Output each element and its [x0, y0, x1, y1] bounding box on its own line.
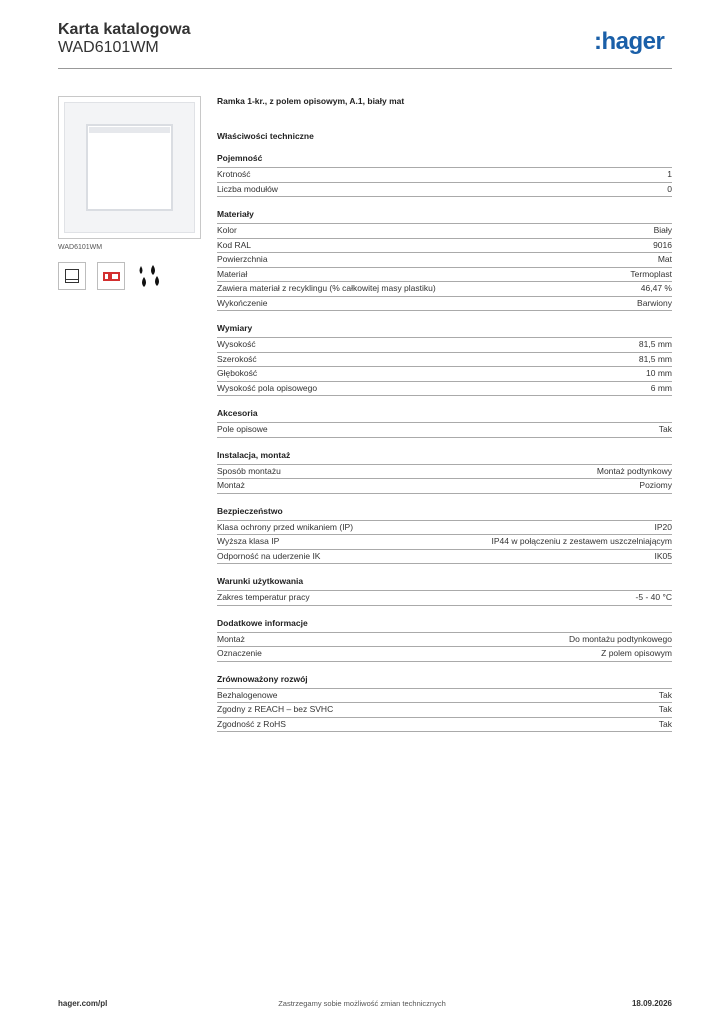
- spec-value: 46,47 %: [640, 283, 672, 293]
- spec-value: Tak: [658, 689, 672, 700]
- spec-value: 10 mm: [646, 368, 672, 378]
- spec-row: [217, 591, 672, 606]
- spec-row: [217, 253, 672, 268]
- section-title: Pojemność: [217, 153, 672, 168]
- ip20-badge-icon: [97, 262, 125, 290]
- spec-label: Szerokość: [217, 353, 257, 364]
- spec-value: 81,5 mm: [638, 353, 672, 364]
- footer-disclaimer: Zastrzegamy sobie możliwość zmian technicznych: [278, 999, 446, 1008]
- spec-value: Termoplast: [630, 268, 672, 279]
- spec-value: Tak: [658, 704, 672, 714]
- spec-value: IK05: [654, 550, 672, 561]
- section-title: Wymiary: [217, 323, 672, 338]
- spec-row: [217, 633, 672, 648]
- frame-opening: [86, 124, 173, 211]
- spec-label: Zgodny z REACH – bez SVHC: [217, 704, 334, 714]
- spec-value: Do montażu podtynkowego: [568, 633, 672, 644]
- product-image: [58, 96, 201, 239]
- spec-value: 9016: [653, 239, 672, 250]
- spec-label: Krotność: [217, 169, 251, 179]
- spec-label: Wysokość pola opisowego: [217, 382, 318, 393]
- spec-label: Bezhalogenowe: [217, 689, 278, 700]
- water-drops-svg: [136, 262, 164, 290]
- spec-label: Sposób montażu: [217, 465, 281, 476]
- section-title: Dodatkowe informacje: [217, 618, 672, 633]
- product-description: Ramka 1-kr., z polem opisowym, A.1, biały mat: [217, 96, 405, 106]
- spec-row: [217, 282, 672, 297]
- spec-value: Mat: [657, 254, 672, 264]
- spec-value: -5 - 40 °C: [635, 592, 672, 602]
- spec-row: [217, 297, 672, 312]
- spec-row: [217, 718, 672, 733]
- section-title: Materiały: [217, 209, 672, 224]
- spec-value: IP20: [654, 521, 672, 532]
- spec-value: 6 mm: [650, 382, 672, 393]
- spec-row: [217, 647, 672, 662]
- spec-row: [217, 521, 672, 536]
- header-divider: [58, 68, 672, 69]
- section-title: Instalacja, montaż: [217, 450, 672, 465]
- spec-label: Montaż: [217, 633, 245, 644]
- spec-row: [217, 550, 672, 565]
- spec-row: [217, 224, 672, 239]
- spec-value: 0: [667, 183, 672, 194]
- spec-label: Kolor: [217, 225, 237, 235]
- logo-text: hager: [601, 28, 665, 55]
- footer-website: hager.com/pl: [58, 999, 108, 1008]
- spec-row: [217, 535, 672, 550]
- section-title: Akcesoria: [217, 408, 672, 423]
- spec-label: Klasa ochrony przed wnikaniem (IP): [217, 521, 354, 532]
- spec-label: Zakres temperatur pracy: [217, 592, 310, 602]
- spec-value: Barwiony: [637, 297, 672, 308]
- spec-label: Kod RAL: [217, 239, 252, 250]
- frame-label-field: [89, 127, 170, 133]
- spec-row: [217, 168, 672, 183]
- spec-row: [217, 239, 672, 254]
- spec-label: Oznaczenie: [217, 648, 262, 658]
- spec-row: [217, 183, 672, 198]
- spec-panel: [217, 96, 672, 732]
- surface-mount-icon: [58, 262, 86, 290]
- spec-value: Poziomy: [639, 480, 672, 490]
- spec-row: [217, 479, 672, 494]
- spec-value: Tak: [658, 718, 672, 729]
- section-title: Zrównoważony rozwój: [217, 674, 672, 689]
- spec-label: Powierzchnia: [217, 254, 268, 264]
- spec-label: Głębokość: [217, 368, 258, 378]
- spec-value: IP44 w połączeniu z zestawem uszczelniającym: [491, 536, 672, 546]
- spec-row: [217, 703, 672, 718]
- frame-outer: [64, 102, 195, 233]
- hager-logo: :hager: [594, 28, 665, 55]
- spec-label: Wyższa klasa IP: [217, 536, 280, 546]
- section-title: Bezpieczeństwo: [217, 506, 672, 521]
- spec-value: Tak: [658, 424, 672, 434]
- spec-row: [217, 423, 672, 438]
- image-caption: WAD6101WM: [58, 244, 103, 251]
- document-title: Karta katalogowa: [58, 21, 191, 38]
- spec-label: Odporność na uderzenie IK: [217, 550, 321, 561]
- spec-row: [217, 367, 672, 382]
- spec-row: [217, 338, 672, 353]
- product-code: WAD6101WM: [58, 39, 159, 56]
- water-drops-icon: [136, 262, 164, 290]
- spec-label: Zgodność z RoHS: [217, 718, 286, 729]
- spec-label: Pole opisowe: [217, 424, 268, 434]
- spec-value: Biały: [653, 225, 672, 235]
- spec-row: [217, 353, 672, 368]
- spec-value: Montaż podtynkowy: [596, 465, 672, 476]
- spec-sections: [217, 153, 672, 732]
- spec-label: Wykończenie: [217, 297, 268, 308]
- spec-label: Materiał: [217, 268, 248, 279]
- spec-value: Z polem opisowym: [601, 648, 672, 658]
- spec-row: [217, 689, 672, 704]
- spec-label: Liczba modułów: [217, 183, 278, 194]
- spec-label: Montaż: [217, 480, 245, 490]
- spec-value: 81,5 mm: [638, 339, 672, 349]
- tech-properties-heading: Właściwości techniczne: [217, 131, 314, 141]
- spec-row: [217, 465, 672, 480]
- spec-row: [217, 382, 672, 397]
- footer-date: 18.09.2026: [631, 999, 672, 1008]
- section-title: Warunki użytkowania: [217, 576, 672, 591]
- spec-label: Zawiera materiał z recyklingu (% całkowitej masy plastiku): [217, 283, 436, 293]
- spec-label: Wysokość: [217, 339, 256, 349]
- spec-row: [217, 268, 672, 283]
- spec-value: 1: [667, 169, 672, 179]
